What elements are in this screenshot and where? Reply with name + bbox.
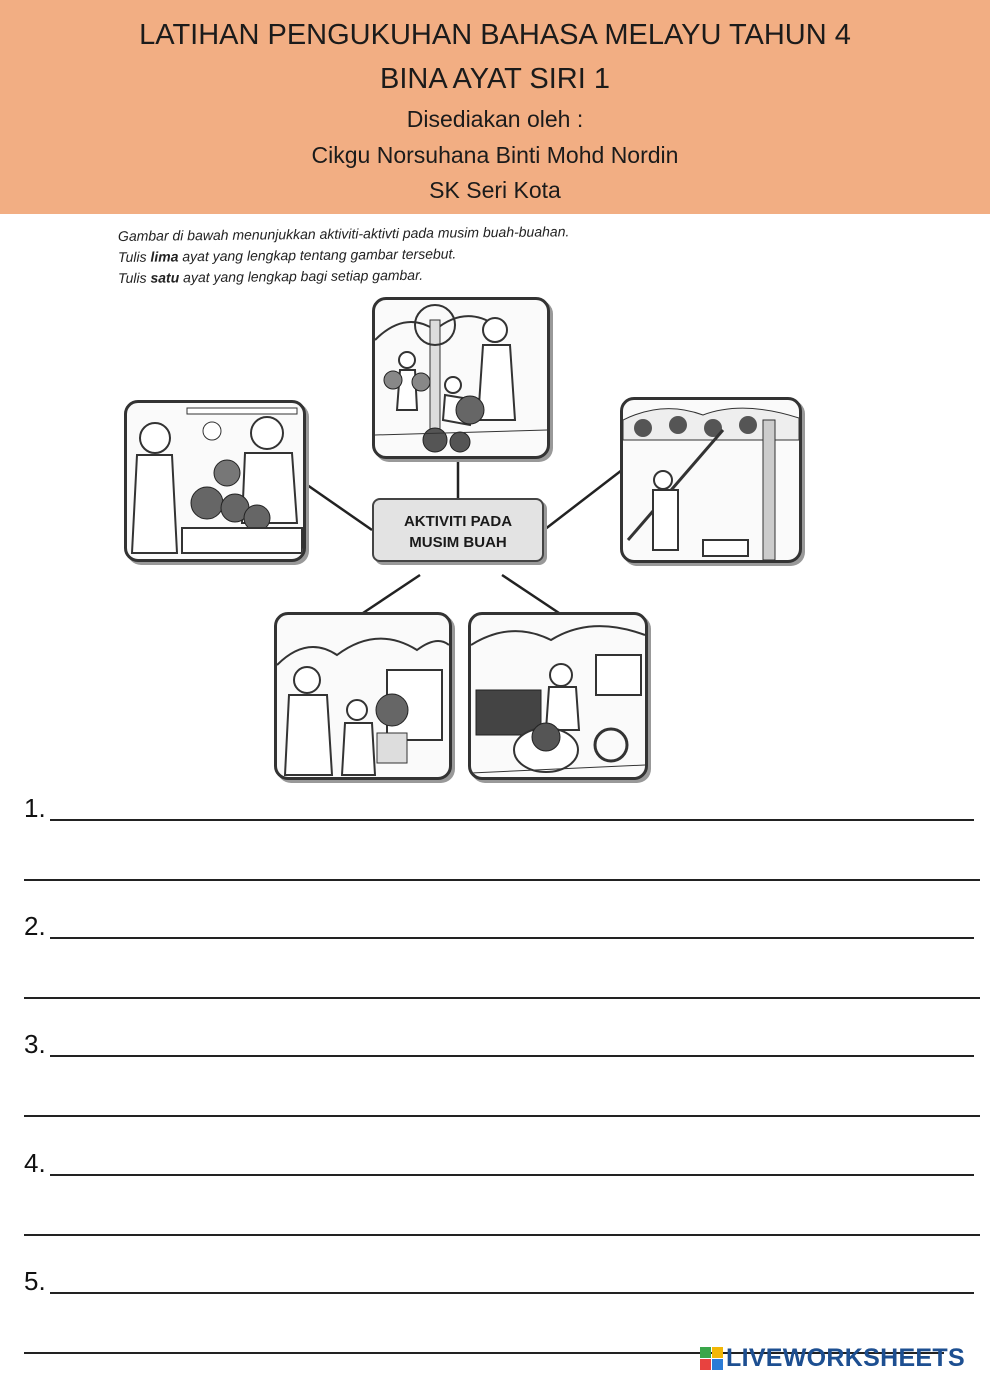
instruction-line-2 (118, 245, 456, 265)
instruction-line-3 (118, 267, 423, 286)
worksheet-header (0, 0, 990, 214)
answer-number: 5. (24, 1266, 46, 1296)
teacher-name: Cikgu Norsuhana Binti Mohd Nordin (311, 142, 679, 168)
instruction-line-1: Gambar di bawah menunjukkan aktiviti-aktivti pada musim buah-buahan. (117, 223, 570, 244)
selling-roadside-illustration (468, 612, 648, 780)
center-label-line-2: MUSIM BUAH (409, 534, 507, 551)
fruit-market-stall-illustration (124, 400, 306, 562)
answer-number: 1. (24, 793, 46, 823)
diagram-center-label (372, 498, 544, 562)
instruction-emphasis: satu (150, 269, 180, 286)
worksheet-title: LATIHAN PENGUKUHAN BAHASA MELAYU TAHUN 4 (139, 19, 851, 51)
answer-line[interactable] (24, 997, 980, 999)
answer-number: 2. (24, 911, 46, 941)
answer-line[interactable] (50, 1174, 974, 1176)
instruction-text: ayat yang lengkap bagi setiap gambar. (179, 266, 424, 286)
worksheet-subtitle: BINA AYAT SIRI 1 (380, 63, 610, 95)
instruction-text: Tulis (117, 269, 151, 286)
answer-number: 4. (24, 1148, 46, 1178)
harvesting-with-pole-illustration (620, 397, 802, 563)
answer-line[interactable] (24, 1234, 980, 1236)
logo-text: LIVEWORKSHEETS (726, 1343, 965, 1372)
picking-rambutan-illustration (372, 297, 550, 459)
center-label-line-1: AKTIVITI PADA (403, 513, 513, 530)
prepared-by-label: Disediakan oleh : (406, 106, 584, 132)
instruction-text: Tulis (117, 248, 151, 265)
answer-line[interactable] (50, 937, 974, 939)
instruction-emphasis: lima (150, 248, 179, 265)
answer-number: 3. (24, 1029, 46, 1059)
instruction-text: ayat yang lengkap tentang gambar tersebut. (178, 245, 457, 265)
answer-line[interactable] (50, 1055, 974, 1057)
loading-lorry-illustration (274, 612, 452, 780)
answer-line[interactable] (24, 1115, 980, 1117)
activity-diagram (100, 285, 840, 785)
answer-line[interactable] (50, 819, 974, 821)
logo-blocks-icon (700, 1347, 723, 1370)
answer-line[interactable] (24, 879, 980, 881)
school-name: SK Seri Kota (429, 177, 561, 203)
answer-line[interactable] (50, 1292, 974, 1294)
liveworksheets-logo[interactable] (700, 1344, 965, 1372)
